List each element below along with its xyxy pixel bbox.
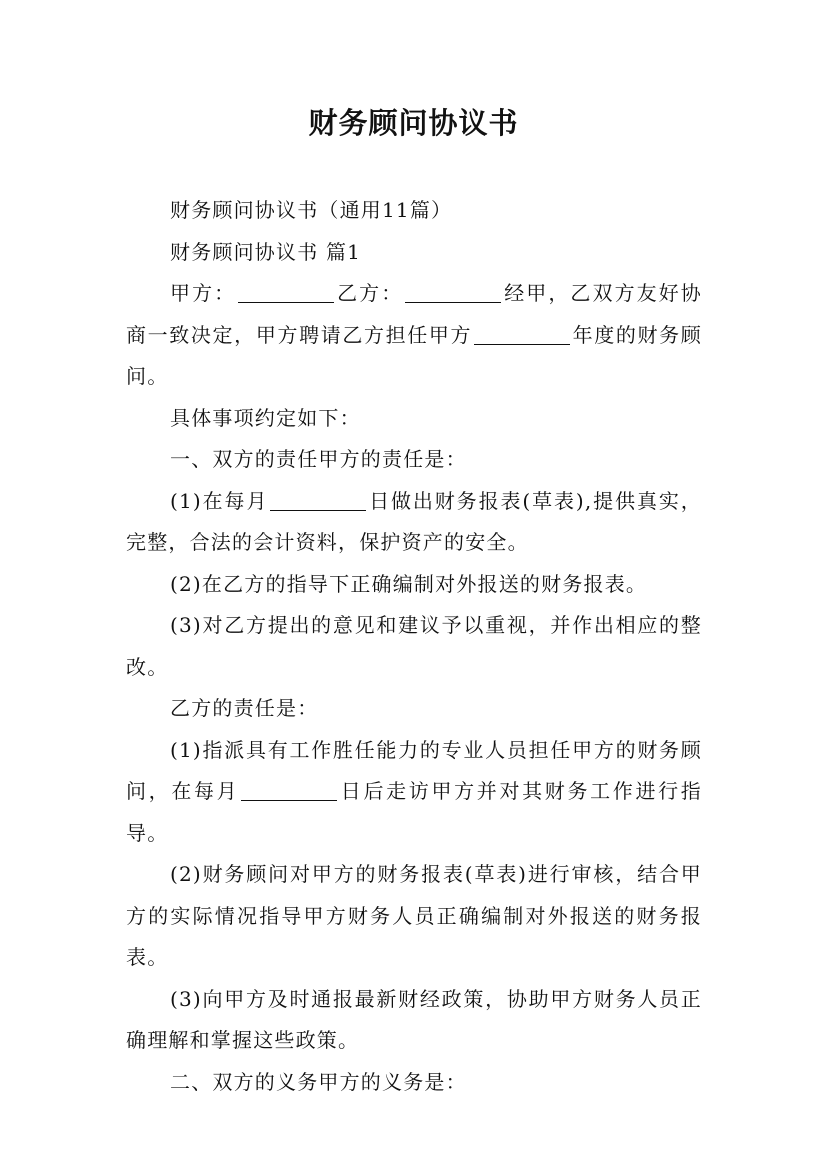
parties-text-end: 年度的财务顾问。	[126, 322, 703, 388]
duty-1-start: (1)在每月	[170, 488, 269, 513]
paragraph-party-a-duty-2: (2)在乙方的指导下正确编制对外报送的财务报表。	[170, 571, 648, 596]
b-duty-1-start: (1)指派具有工作胜任能力的专业人员担任甲方的财务顾问，在每月	[126, 737, 702, 803]
day-blank-2	[241, 778, 337, 801]
document-body	[126, 190, 702, 1103]
party-b-label: 乙方：	[336, 281, 404, 305]
paragraph-party-a-duty-3: (3)对乙方提出的意见和建议予以重视，并作出相应的整改。	[126, 613, 702, 679]
day-blank-1	[270, 488, 366, 511]
paragraph-terms-intro: 具体事项约定如下：	[170, 405, 361, 430]
paragraph-party-b-heading: 乙方的责任是：	[170, 696, 319, 720]
paragraph-responsibilities-heading: 一、双方的责任甲方的责任是：	[170, 447, 467, 471]
b-duty-1-end: 日后走访甲方并对其财务工作进行指导。	[126, 779, 703, 845]
paragraph-section-heading: 财务顾问协议书 篇1	[170, 239, 362, 264]
paragraph-obligations-heading: 二、双方的义务甲方的义务是：	[170, 1069, 467, 1094]
paragraph-party-b-duty-2: (2)财务顾问对甲方的财务报表(草表)进行审核，结合甲方的实际情况指导甲方财务人员正确编制对外报送的财务报表。	[126, 862, 702, 969]
party-a-blank	[238, 280, 334, 303]
document-title: 财务顾问协议书	[308, 106, 519, 140]
paragraph-party-a-duty-1	[126, 481, 702, 564]
paragraph-parties	[126, 273, 702, 398]
paragraph-subtitle: 财务顾问协议书（通用11篇）	[170, 198, 453, 222]
parties-text: 经甲，乙双方友好协商一致决定，甲方聘请乙方担任甲方	[126, 281, 702, 347]
party-a-label: 甲方：	[170, 281, 237, 305]
duty-1-end: 日做出财务报表(草表),提供真实，完整，合法的会计资料，保护资产的安全。	[126, 488, 702, 554]
year-blank	[474, 322, 570, 345]
paragraph-party-b-duty-1	[126, 730, 702, 855]
paragraph-party-b-duty-3: (3)向甲方及时通报最新财经政策，协助甲方财务人员正确理解和掌握这些政策。	[126, 986, 702, 1052]
party-b-blank	[405, 280, 501, 303]
